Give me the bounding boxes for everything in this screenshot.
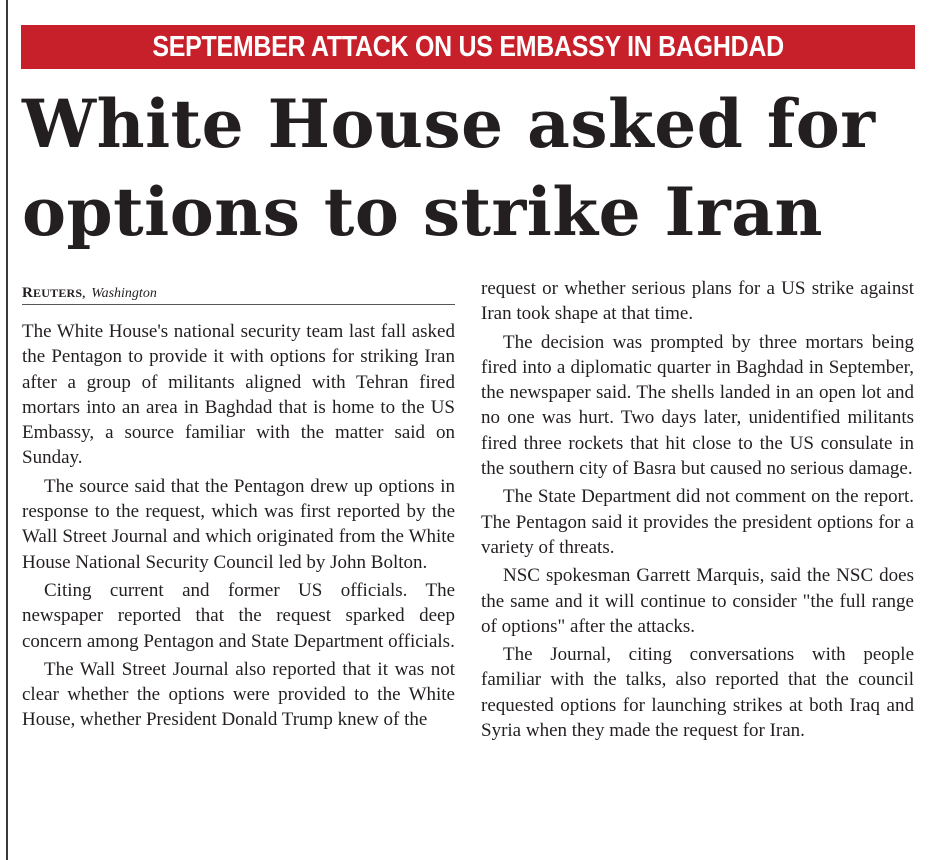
paragraph: The decision was prompted by three mortars being fired into a diplomatic quarter in Baghdad in September, the newspaper said. The shells landed in an open lot and no one was hurt. Two days later, unidentified militants fired three rockets that hit close to the US consulate in the southern city of Basra but caused no serious damage. — [481, 331, 914, 480]
kicker-text: SEPTEMBER ATTACK ON US EMBASSY IN BAGHDAD — [152, 31, 784, 63]
kicker-banner — [21, 25, 915, 69]
article-column-right — [481, 276, 914, 743]
byline — [22, 282, 455, 305]
paragraph: The State Department did not comment on the report. The Pentagon said it provides the president options for a variety of threats. — [481, 486, 914, 558]
paragraph: Citing current and former US officials. The newspaper reported that the request sparked deep concern among Pentagon and State Department officials. — [22, 579, 455, 652]
byline-dateline: Washington — [91, 286, 157, 301]
byline-agency — [22, 285, 85, 301]
paragraph: The Wall Street Journal also reported that it was not clear whether the options were provided to the White House, whether President Donald Trump knew of the — [22, 658, 455, 731]
article-column-left — [22, 319, 455, 733]
column-rule — [6, 0, 8, 860]
paragraph: request or whether serious plans for a US strike against Iran took shape at that time. — [481, 278, 914, 325]
paragraph: The White House's national security team last fall asked the Pentagon to provide it with options for striking Iran after a group of militants aligned with Tehran fired mortars into an area in Baghdad that is home to the US Embassy, a source familiar with the matter said on Sunday. — [22, 321, 455, 469]
byline-agency-initial: R — [22, 285, 34, 301]
byline-agency-rest: EUTERS, — [33, 286, 86, 300]
paragraph: The Journal, citing conversations with people familiar with the talks, also reported that the council requested options for launching strikes at both Iraq and Syria when they made the request for Iran. — [481, 644, 914, 742]
paragraph: NSC spokesman Garrett Marquis, said the NSC does the same and it will continue to consider "the full range of options" after the attacks. — [481, 565, 914, 637]
paragraph: The source said that the Pentagon drew up options in response to the request, which was first reported by the Wall Street Journal and which originated from the White House National Security Council led by John Bolton. — [22, 475, 455, 573]
headline: White House asked for options to strike Iran — [22, 85, 876, 251]
